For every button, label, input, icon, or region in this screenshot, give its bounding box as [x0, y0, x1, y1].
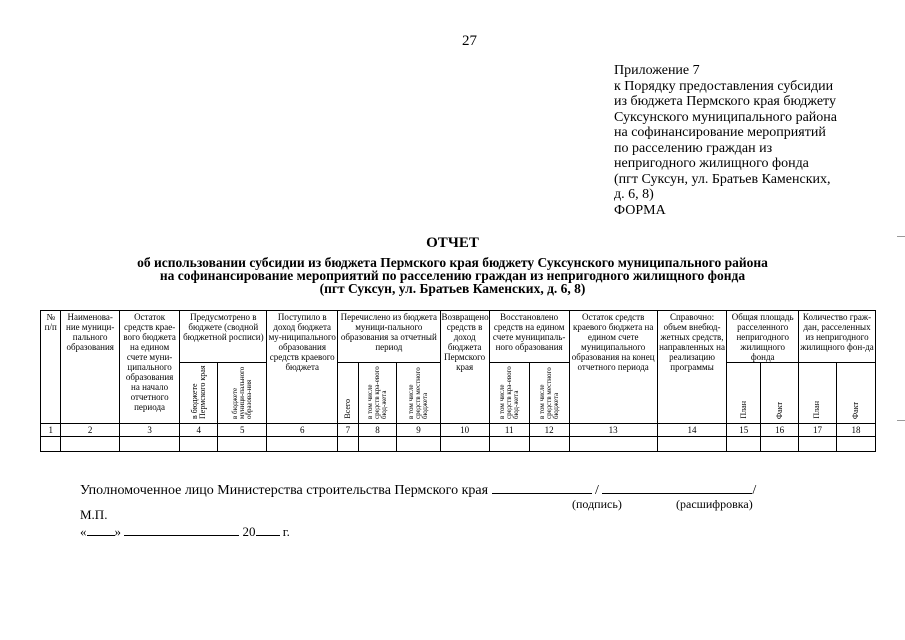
date-quote-open: « — [80, 524, 87, 539]
header-people-fact: Факт — [836, 363, 875, 424]
appendix-line: на софинансирование мероприятий — [614, 125, 826, 140]
signatory-text: Уполномоченное лицо Министерства строительства Пермского края — [80, 483, 489, 498]
column-number: 16 — [761, 424, 799, 437]
subtitle-line: на софинансирование мероприятий по расселению граждан из непригодного жилищного фонда — [159, 268, 746, 283]
date-line — [80, 523, 290, 540]
header-people-plan: План — [799, 363, 837, 424]
column-number: 9 — [397, 424, 440, 437]
header-balance-start: Остаток средств крае-вого бюджета на едином счете муни-ципального образования на начало отчетного периода — [119, 311, 179, 424]
appendix-line: д. 6, 8) — [614, 187, 654, 202]
column-number: 6 — [267, 424, 338, 437]
column-number: 13 — [569, 424, 657, 437]
header-restored: Восстановлено средств на едином счете муниципаль-ного образования — [489, 311, 569, 363]
column-number: 3 — [119, 424, 179, 437]
signature-line — [80, 481, 756, 499]
date-quote-close: » — [114, 524, 121, 539]
header-provided-region: в бюджете Пермского края — [180, 363, 218, 424]
column-number: 4 — [180, 424, 218, 437]
header-transferred-total: Всего — [338, 363, 358, 424]
year-field — [256, 523, 280, 536]
table-cell — [799, 437, 837, 452]
appendix-line: Суксунского муниципального района — [614, 109, 837, 125]
table-cell — [267, 437, 338, 452]
table-row — [41, 437, 876, 452]
appendix-line: непригодного жилищного фонда — [614, 156, 809, 171]
header-returned: Возвращено средств в доход бюджета Пермского края — [440, 311, 489, 424]
column-number: 17 — [799, 424, 837, 437]
header-transferred: Перечислено из бюджета муници-пального образования за отчетный период — [338, 311, 440, 363]
appendix-line: (пгт Суксун, ул. Братьев Каменских, — [614, 171, 831, 187]
table-cell — [180, 437, 218, 452]
header-transferred-region: в том числе средств кра-евого бюд-жета — [358, 363, 397, 424]
column-number: 15 — [727, 424, 761, 437]
column-number: 1 — [41, 424, 61, 437]
table-cell — [397, 437, 440, 452]
report-table — [40, 310, 876, 452]
table-cell — [529, 437, 569, 452]
scan-edge-mark — [897, 236, 905, 237]
appendix-line: Приложение 7 — [614, 63, 700, 78]
header-provided: Предусмотрено в бюджете (сводной бюджетной росписи) — [180, 311, 267, 363]
appendix-header — [614, 63, 894, 203]
column-number: 10 — [440, 424, 489, 437]
table-cell — [761, 437, 799, 452]
appendix-line: по расселению граждан из — [614, 140, 773, 156]
column-number: 5 — [218, 424, 267, 437]
table-cell — [119, 437, 179, 452]
table-cell — [338, 437, 358, 452]
table-cell — [440, 437, 489, 452]
signature-field — [492, 481, 592, 494]
header-municipality: Наименова-ние муници-пального образования — [61, 311, 119, 424]
table-cell — [727, 437, 761, 452]
table-cell — [358, 437, 397, 452]
table-cell — [41, 437, 61, 452]
stamp-place-label: М.П. — [80, 507, 108, 522]
caption-signature: (подпись) — [572, 497, 622, 511]
header-area-fact: Факт — [761, 363, 799, 424]
report-title: ОТЧЕТ — [426, 235, 479, 251]
header-reference: Справочно: объем внебюд-жетных средств, направленных на реализацию программы — [657, 311, 727, 424]
column-number: 12 — [529, 424, 569, 437]
column-number: 18 — [836, 424, 875, 437]
table-cell — [489, 437, 529, 452]
decoding-field — [602, 481, 752, 494]
signature-slash: / — [595, 483, 599, 498]
appendix-line: из бюджета Пермского края бюджету — [614, 94, 836, 109]
column-number-row — [41, 424, 876, 437]
header-provided-muni: в бюджете муници-пального образова-ния — [218, 363, 267, 424]
header-area-plan: План — [727, 363, 761, 424]
header-transferred-local: в том числе средств местного бюджета — [397, 363, 440, 424]
month-field — [124, 523, 239, 536]
column-number: 8 — [358, 424, 397, 437]
header-number: № п/п — [41, 311, 61, 424]
subtitle-line: об использовании субсидии из бюджета Пермского края бюджету Суксунского муниципального района — [137, 255, 768, 270]
column-number: 11 — [489, 424, 529, 437]
table-cell — [657, 437, 727, 452]
column-number: 2 — [61, 424, 119, 437]
appendix-line: к Порядку предоставления субсидии — [614, 78, 834, 94]
table-cell — [218, 437, 267, 452]
year-prefix: 20 — [242, 524, 256, 539]
scan-edge-mark — [897, 420, 905, 421]
subtitle-line: (пгт Суксун, ул. Братьев Каменских, д. 6, 8) — [319, 281, 586, 296]
column-number: 14 — [657, 424, 727, 437]
header-balance-end: Остаток средств краевого бюджета на едином счете муниципального образования на конец отчетного периода — [569, 311, 657, 424]
signature-slash: / — [752, 483, 757, 498]
report-subtitle — [0, 256, 905, 295]
header-people: Количество граж-дан, расселенных из непригодного жилищного фон-да — [799, 311, 876, 363]
header-restored-local: в том числе средств местного бюджета — [529, 363, 569, 424]
column-number: 7 — [338, 424, 358, 437]
year-suffix: г. — [282, 524, 290, 539]
header-restored-region: в том числе средств кра-евого бюд-жета — [489, 363, 529, 424]
form-label: ФОРМА — [614, 203, 666, 218]
table-cell — [569, 437, 657, 452]
day-field — [87, 523, 115, 536]
table-cell — [61, 437, 119, 452]
page-number: 27 — [462, 33, 477, 49]
header-received: Поступило в доход бюджета му-ниципального образования средств краевого бюджета — [267, 311, 338, 424]
table-cell — [836, 437, 875, 452]
caption-decoding: (расшифровка) — [676, 497, 753, 511]
header-area: Общая площадь расселенного непригодного жилищного фонда — [727, 311, 799, 363]
